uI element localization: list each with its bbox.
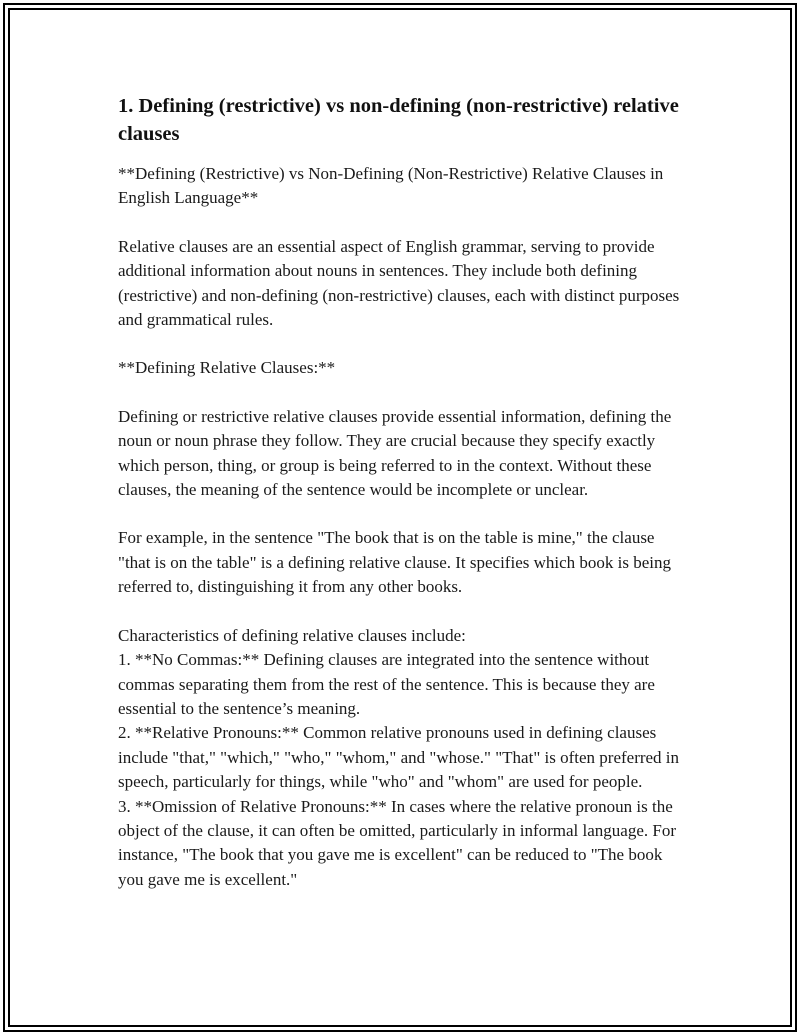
document-title: 1. Defining (restrictive) vs non-defining (non-restrictive) relative clauses — [118, 95, 679, 145]
section-heading-defining: **Defining Relative Clauses:** — [118, 358, 336, 378]
list-intro: Characteristics of defining relative clauses include: — [118, 625, 466, 645]
list-item-no-commas: 1. **No Commas:** Defining clauses are integrated into the sentence without commas separating them from the rest of the sentence. This is because they are essential to the sentence’s meaning. — [118, 650, 655, 718]
document-body — [118, 92, 688, 892]
list-item-omission: 3. **Omission of Relative Pronouns:** In cases where the relative pronoun is the object of the clause, it can often be omitted, particularly in informal language. For instance, "The book that you gave me is excellent" can be reduced to "The book you gave me is excellent." — [118, 796, 676, 889]
paragraph-defining-explanation: Defining or restrictive relative clauses provide essential information, defining the noun or noun phrase they follow. They are crucial because they specify exactly which person, thing, or group is being referred to in the context. Without these clauses, the meaning of the sentence would be incomplete or unclear. — [118, 406, 672, 500]
paragraph-heading: **Defining (Restrictive) vs Non-Defining (Non-Restrictive) Relative Clauses in English Language** — [118, 164, 664, 208]
paragraph-intro: Relative clauses are an essential aspect of English grammar, serving to provide additional information about nouns in sentences. They include both defining (restrictive) and non-defining (non-restrictive) clauses, each with distinct purposes and grammatical rules. — [118, 236, 680, 330]
paragraph-example: For example, in the sentence "The book that is on the table is mine," the clause "that is on the table" is a defining relative clause. It specifies which book is being referred to, distinguishing it from any other books. — [118, 528, 672, 597]
list-item-relative-pronouns: 2. **Relative Pronouns:** Common relative pronouns used in defining clauses include "that," "which," "who," "whom," and "whose." "That" is often preferred in speech, particularly for things, while "who" and "whom" are used for people. — [118, 723, 680, 792]
